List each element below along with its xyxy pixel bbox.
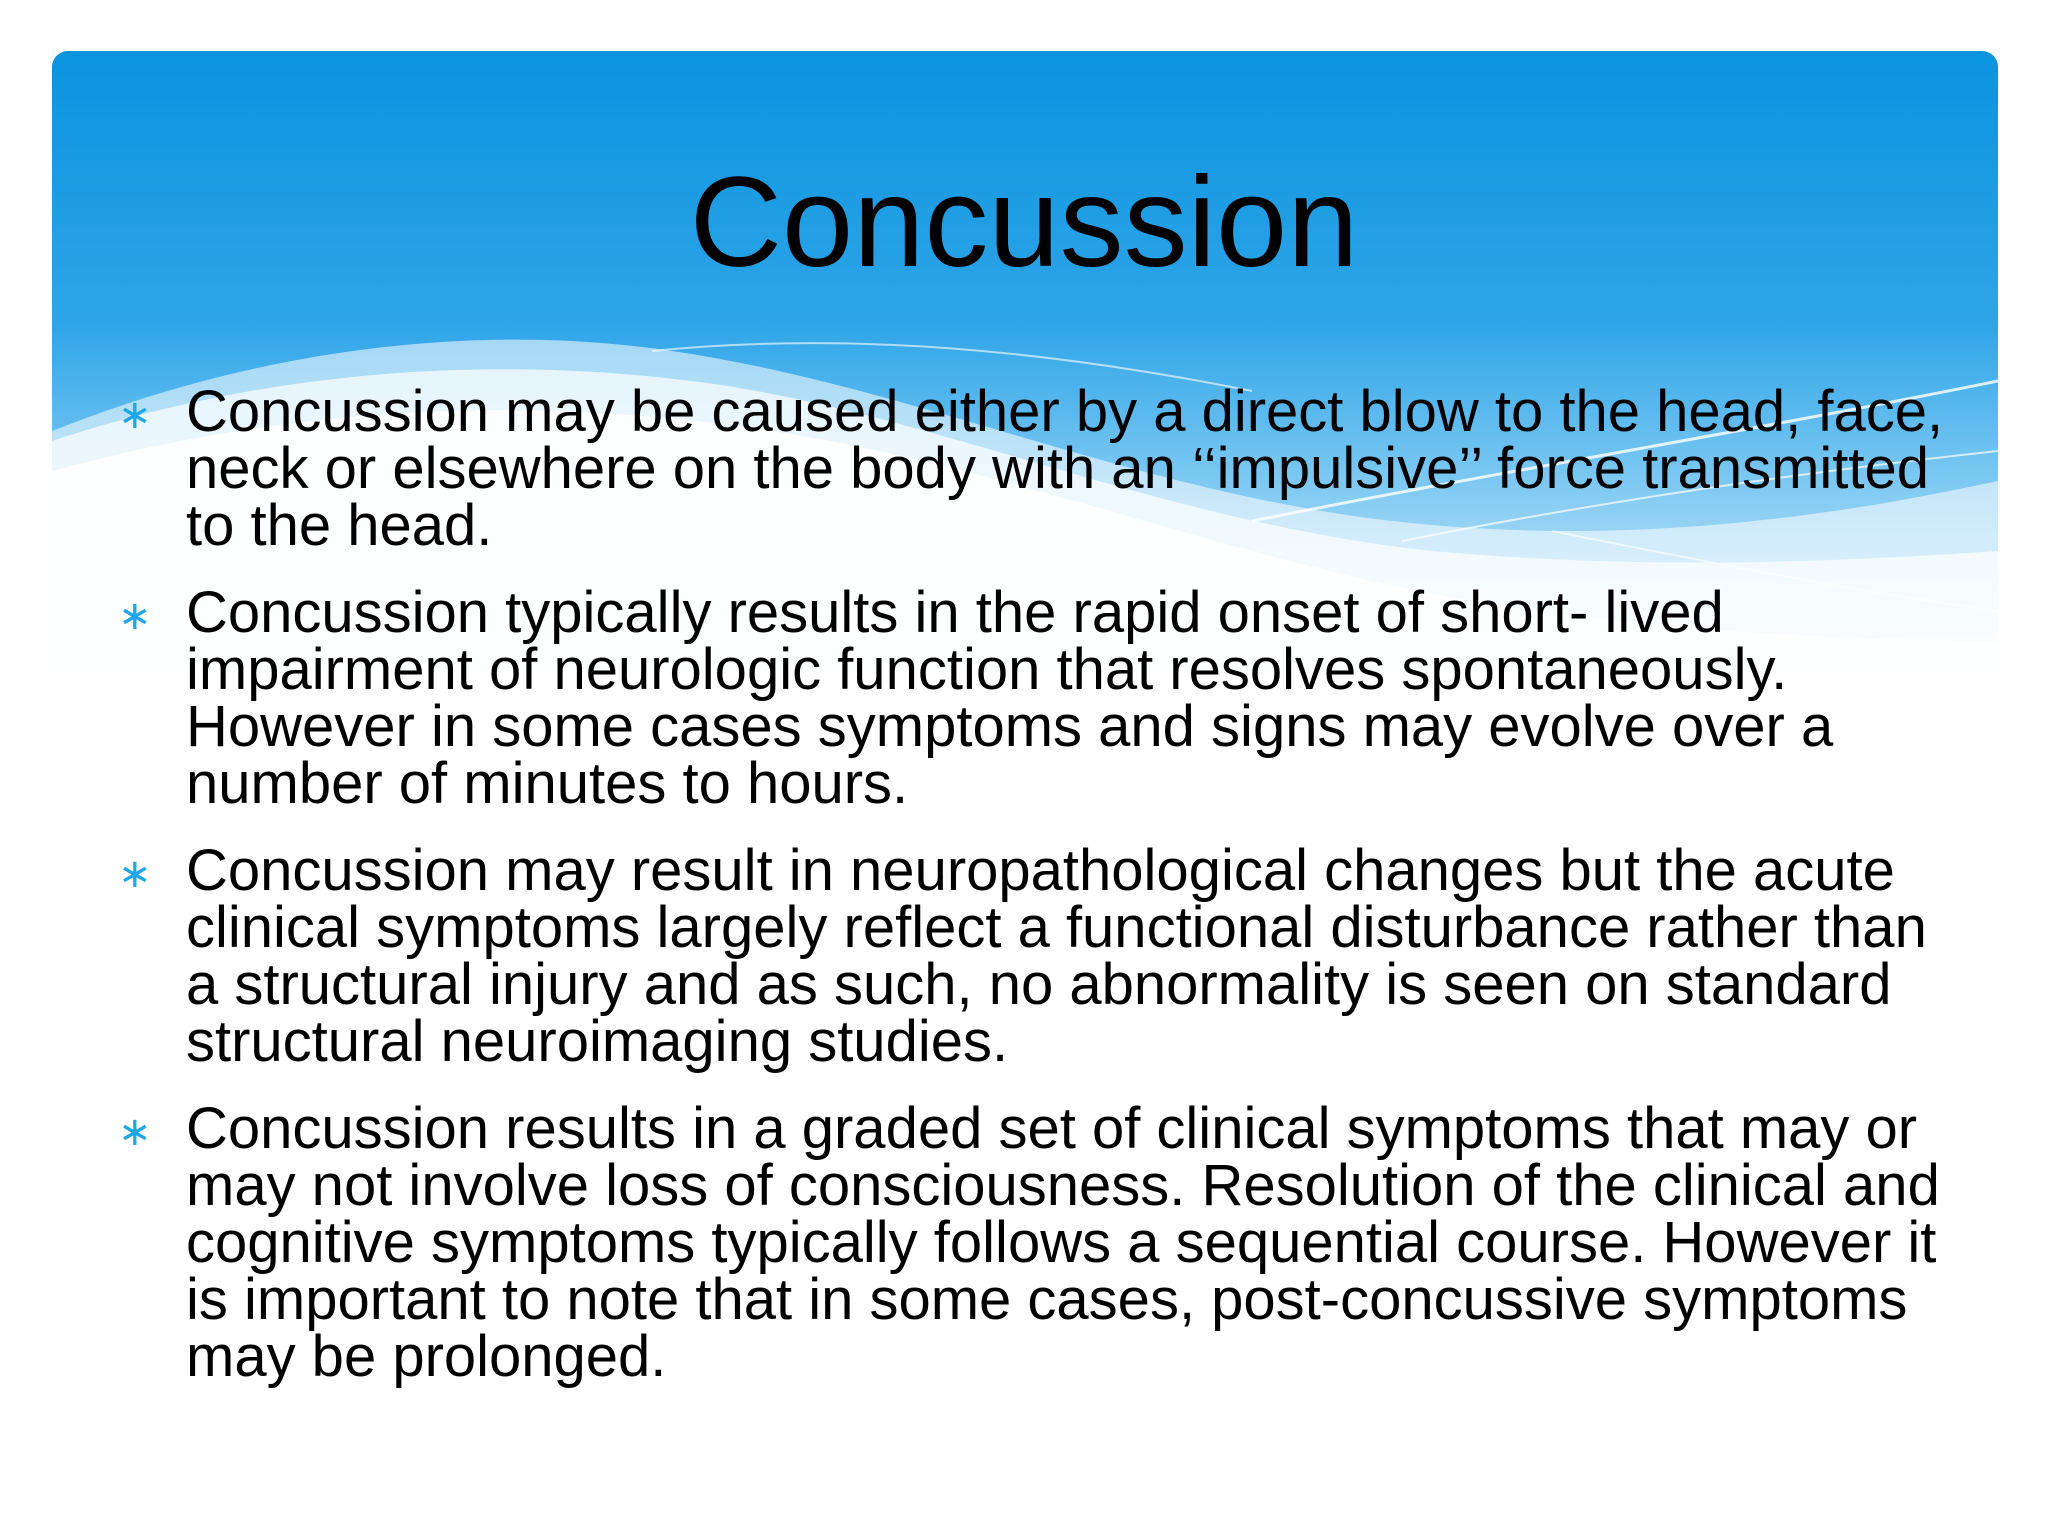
bullet-asterisk-icon: ∗ <box>118 851 152 897</box>
bullet-list <box>118 379 1958 1415</box>
bullet-item <box>118 580 1958 816</box>
bullet-asterisk-icon: ∗ <box>118 392 152 438</box>
bullet-text: Concussion results in a graded set of clinical symptoms that may or may not involve loss of consciousness. Resolution of the clinical and cognitive symptoms typically follows a sequential course. However it is important to note that in some cases, post-concussive symptoms may be prolonged. <box>186 1096 1940 1389</box>
bullet-text: Concussion may be caused either by a direct blow to the head, face, neck or elsewhere on the body with an ‘‘impulsive’’ force transmitted to the head. <box>186 379 1944 558</box>
slide-title: Concussion <box>689 151 1359 294</box>
bullet-asterisk-icon: ∗ <box>118 593 152 639</box>
bullet-item <box>118 1096 1958 1389</box>
bullet-text: Concussion typically results in the rapid onset of short- lived impairment of neurologic function that resolves spontaneously. However in some cases symptoms and signs may evolve over a number of minutes to hours. <box>186 580 1834 816</box>
bullet-item <box>118 379 1958 558</box>
bullet-asterisk-icon: ∗ <box>118 1109 152 1155</box>
bullet-item <box>118 838 1958 1074</box>
bullet-text: Concussion may result in neuropathological changes but the acute clinical symptoms largely reflect a functional disturbance rather than a structural injury and as such, no abnormality is seen on standard structural neuroimaging studies. <box>186 838 1927 1074</box>
